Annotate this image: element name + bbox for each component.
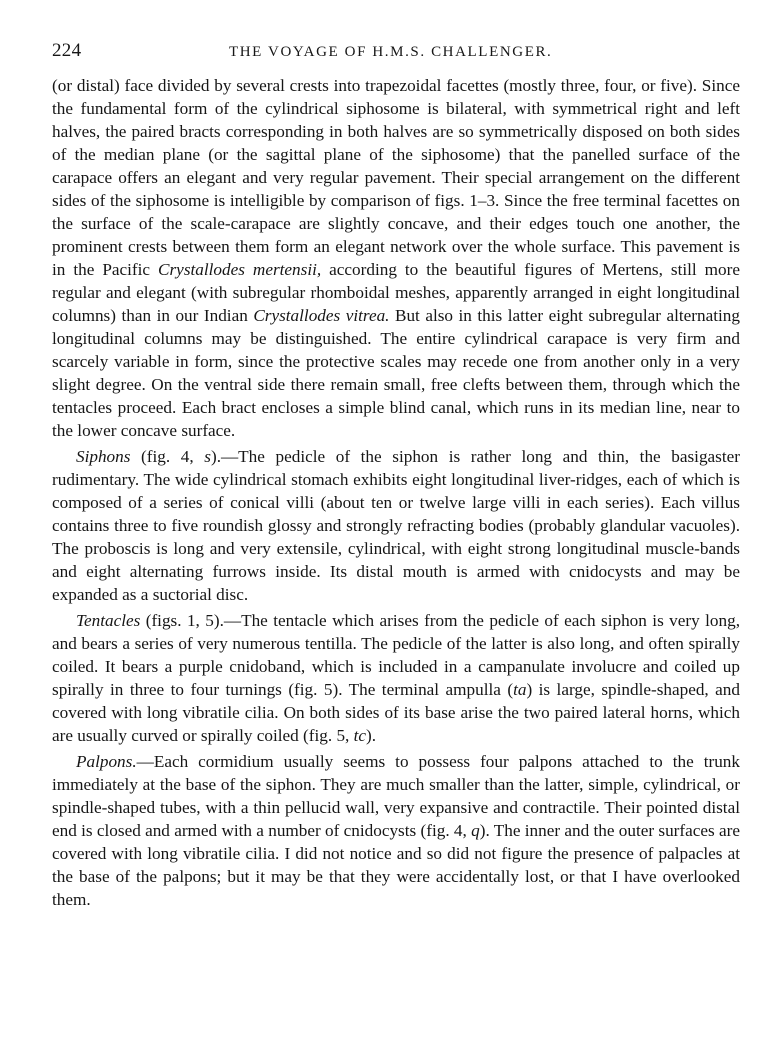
section-heading-siphons: Siphons	[76, 447, 131, 466]
figure-ref: q	[471, 821, 480, 840]
figure-ref: s	[204, 447, 211, 466]
figure-ref: tc	[353, 726, 367, 745]
section-heading-palpons: Palpons.	[76, 752, 137, 771]
running-title: THE VOYAGE OF H.M.S. CHALLENGER.	[228, 44, 553, 60]
text-span: ).	[366, 726, 377, 745]
species-name: Crystallodes mertensii,	[158, 260, 322, 279]
paragraph-palpons	[52, 750, 740, 911]
body-text	[52, 74, 740, 911]
section-heading-tentacles: Tentacles	[76, 611, 141, 630]
page-header	[52, 40, 740, 74]
paragraph-carapace	[52, 74, 740, 442]
page-number: 224	[52, 40, 82, 61]
text-span: ) is large, spindle-shaped, and covered with long vibratile cilia. On both sides of its base arise the two paired lateral horns, which are usually curved or spirally coiled (fig. 5,	[52, 680, 740, 745]
species-name: Crystallodes vitrea.	[253, 306, 390, 325]
text-span: (or distal) face divided by several crests into trapezoidal facettes (mostly three, four, or five). Since the fundamental form of the cylindrical siphosome is bilateral, with symmetrical right and left halves, the paired bracts corresponding in both halves are so symmetrically disposed on both sides of the median plane (or the sagittal plane of the siphosome) that the panelled surface of the carapace offers an elegant and very regular pavement. Their special arrangement on the different sides of the siphosome is intelligible by comparison of figs. 1–3. Since the free terminal facettes on the surface of the scale-carapace are slightly concave, and their edges touch one another, the prominent crests between them form an elegant network over the whole surface. This pavement is in the Pacific	[52, 76, 740, 279]
paragraph-tentacles	[52, 609, 740, 747]
text-span: (fig. 4,	[130, 447, 205, 466]
figure-ref: ta	[513, 680, 527, 699]
text-span: according to the beautiful figures of Mertens, still more regular and elegant (with subregular rhomboidal meshes, apparently arranged in eight longitudinal columns) than in our Indian	[52, 260, 740, 325]
text-span: But also in this latter eight subregular alternating longitudinal columns may be distinguished. The entire cylindrical carapace is very firm and scarcely variable in form, since the protective scales may recede one from another only in a very slight degree. On the ventral side there remain small, free clefts between them, through which the tentacles proceed. Each bract encloses a simple blind canal, which runs in its median line, near to the lower concave surface.	[52, 306, 740, 440]
text-span: ). The inner and the outer surfaces are covered with long vibratile cilia. I did not notice and so did not figure the presence of palpacles at the base of the palpons; but it may be that they were accidentally lost, or that I have overlooked them.	[52, 821, 740, 909]
text-span: (figs. 1, 5).—The tentacle which arises from the pedicle of each siphon is very long, and bears a series of very numerous tentilla. The pedicle of the latter is also long, and often spirally coiled. It bears a purple cnidoband, which is included in a campanulate involucre and coiled up spirally in three to four turnings (fig. 5). The terminal ampulla (	[52, 611, 740, 699]
paragraph-siphons	[52, 445, 740, 606]
text-span: ).—The pedicle of the siphon is rather long and thin, the basigaster rudimentary. The wide cylindrical stomach exhibits eight longitudinal liver-ridges, each of which is composed of a series of conical villi (about ten or twelve large villi in each series). Each villus contains three to five roundish glossy and strongly refracting bodies (probably glandular vacuoles). The proboscis is long and very extensile, cylindrical, with eight strong longitudinal muscle-bands and eight alternating furrows inside. Its distal mouth is armed with cnidocysts and may be expanded as a suctorial disc.	[52, 447, 740, 604]
text-span: —Each cormidium usually seems to possess four palpons attached to the trunk immediately at the base of the siphon. They are much smaller than the latter, simple, cylindrical, or spindle-shaped tubes, with a thin pellucid wall, very expansive and contractile. Their pointed distal end is closed and armed with a number of cnidocysts (fig. 4,	[52, 752, 740, 840]
